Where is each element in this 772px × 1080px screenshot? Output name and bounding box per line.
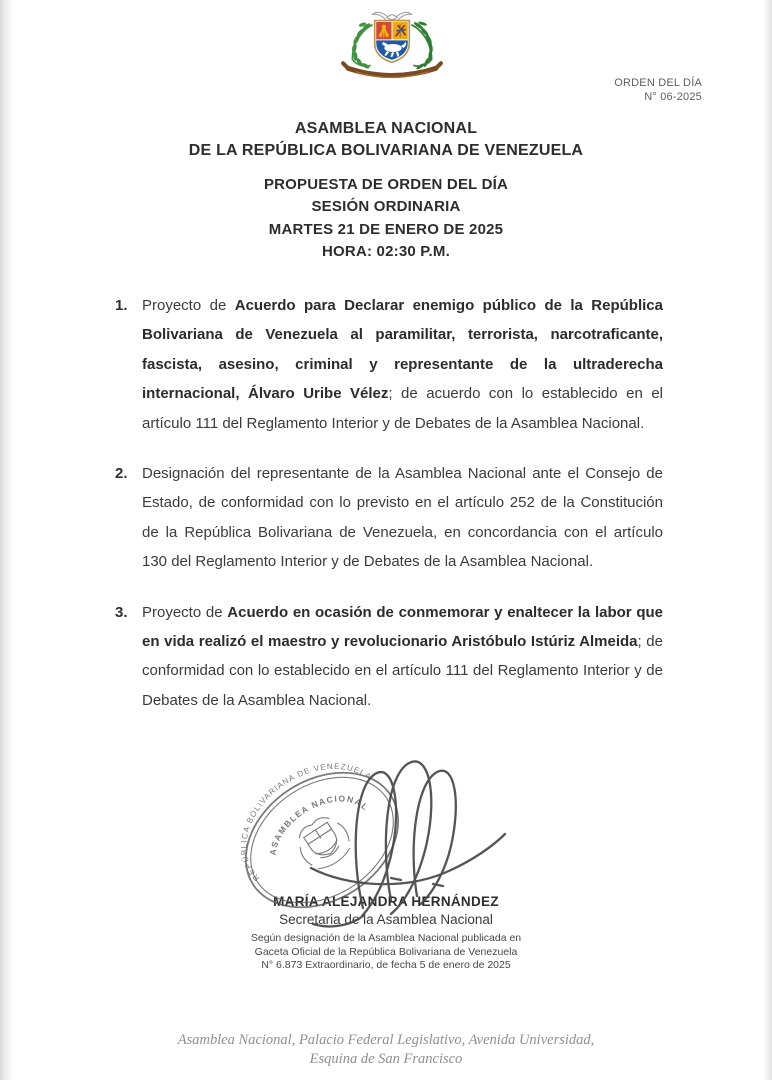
agenda-text-bold: Acuerdo para Declarar enemigo público de la República Bolivariana de Venezuela al paramilitar, terrorista, narcotraficante, fascista, asesino, criminal y representante de la ultraderecha internacional, Álvaro Uribe Vélez xyxy=(142,297,663,403)
subtitle-line-1: PROPUESTA DE ORDEN DEL DÍA xyxy=(263,176,509,193)
order-label: ORDEN DEL DÍA xyxy=(614,77,702,89)
subtitle-line-2: SESIÓN ORDINARIA xyxy=(311,198,461,216)
agenda-item-text xyxy=(142,291,663,438)
signer-note-line-3: N° 6.873 Extraordinario, de fecha 5 de enero de 2025 xyxy=(261,959,511,972)
stamp-and-signature xyxy=(205,750,535,938)
order-number-block xyxy=(614,76,702,104)
footer-line-2: Esquina de San Francisco xyxy=(309,1051,463,1067)
agenda-text-regular: Proyecto de xyxy=(142,603,228,621)
subtitle-line-4: HORA: 02:30 P.M. xyxy=(322,243,450,261)
oval-seal-icon xyxy=(213,750,423,935)
agenda-item-number: 1. xyxy=(115,297,128,314)
signer-note-line-1: Según designación de la Asamblea Nacional publicada en xyxy=(250,932,522,944)
document-subtitle xyxy=(0,174,772,264)
title-line-2: DE LA REPÚBLICA BOLIVARIANA DE VENEZUELA xyxy=(188,142,584,159)
signer-title: Secretaria de la Asamblea Nacional xyxy=(279,912,493,927)
agenda-text-regular: ; de conformidad con lo establecido en el artículo 111 del Reglamento Interior y de Debates de la Asamblea Nacional. xyxy=(142,633,663,709)
palm-branch xyxy=(411,21,433,71)
shield xyxy=(375,21,410,63)
agenda-item-2 xyxy=(115,459,663,577)
stamp-inner-text: ASAMBLEA NACIONAL xyxy=(267,793,371,857)
agenda-text-regular: ; de acuerdo con lo establecido en el artículo 111 del Reglamento Interior y de Debates de la Asamblea Nacional. xyxy=(142,385,663,432)
agenda-item-number: 2. xyxy=(115,465,128,483)
footer-address xyxy=(0,1031,772,1069)
signer-note xyxy=(0,932,772,973)
agenda-text-regular: Proyecto de xyxy=(142,297,235,314)
handwritten-signature-icon xyxy=(311,761,505,926)
order-number: N° 06-2025 xyxy=(644,91,702,103)
agenda-list xyxy=(115,291,663,736)
document-title xyxy=(0,118,772,162)
seal-emblem-doodle xyxy=(290,810,357,876)
signer-note-line-2: Gaceta Oficial de la República Bolivariana de Venezuela xyxy=(254,945,518,958)
agenda-item-3 xyxy=(115,598,663,716)
agenda-text-regular: Designación del representante de la Asamblea Nacional ante el Consejo de Estado, de conformidad con lo previsto en el artículo 252 de la Constitución de la República Bolivariana de Venezuela, en concordancia con el artículo 130 del Reglamento Interior y de Debates de la Asamblea Nacional. xyxy=(142,465,663,571)
footer-line-1: Asamblea Nacional, Palacio Federal Legislativo, Avenida Universidad, xyxy=(177,1032,595,1048)
venezuela-coat-of-arms-icon xyxy=(336,8,448,86)
agenda-text-bold: Acuerdo en ocasión de conmemorar y enaltecer la labor que en vida realizó el maestro y revolucionario Aristóbulo Istúriz Almeida xyxy=(142,603,663,651)
olive-branch xyxy=(351,22,372,70)
stamp-outer-text: REPÚBLICA BOLIVARIANA DE VENEZUELA xyxy=(239,761,374,883)
agenda-item-1 xyxy=(115,291,663,438)
title-line-1: ASAMBLEA NACIONAL xyxy=(294,120,478,137)
subtitle-line-3: MARTES 21 DE ENERO DE 2025 xyxy=(268,220,504,238)
agenda-item-number: 3. xyxy=(115,603,128,621)
signer-name: MARÍA ALEJANDRA HERNÁNDEZ xyxy=(273,894,499,909)
agenda-item-text xyxy=(142,459,663,577)
agenda-item-text xyxy=(142,598,663,716)
